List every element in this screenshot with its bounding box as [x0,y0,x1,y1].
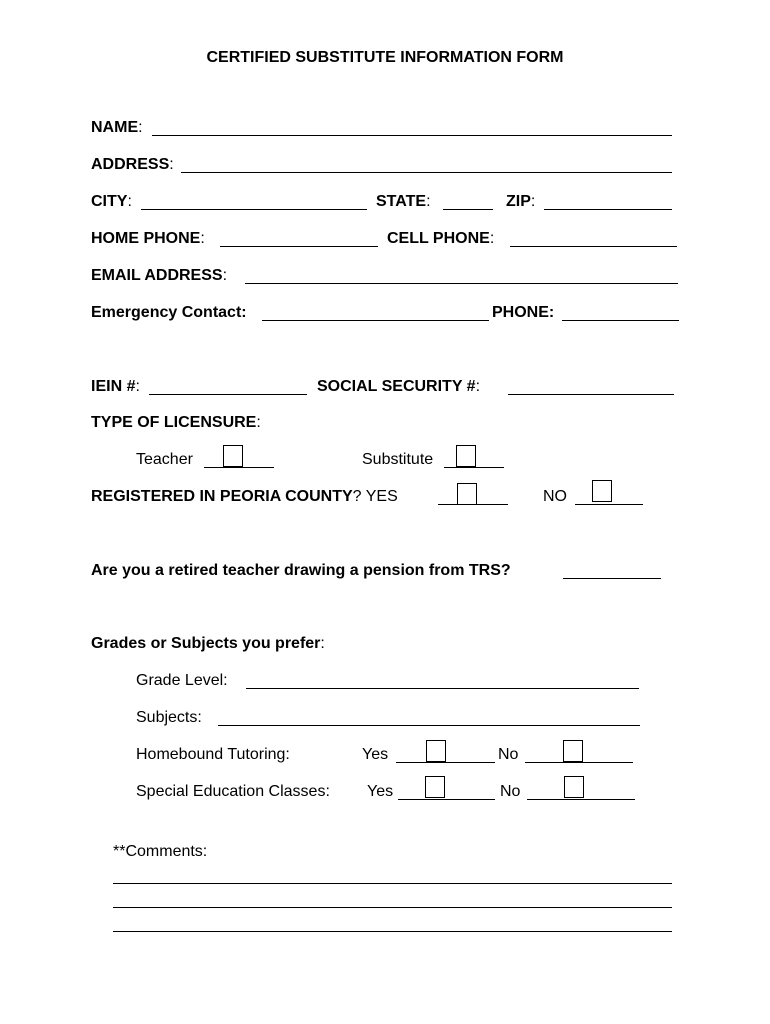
special-ed-yes-checkbox[interactable] [425,776,445,798]
city-label: CITY [91,193,128,210]
cell-phone-field[interactable] [510,246,677,247]
address-label-group: ADDRESS: [91,156,174,173]
teacher-line [204,467,274,468]
retired-field[interactable] [563,578,661,579]
emergency-phone-label: PHONE: [492,304,555,321]
registered-no-line [575,504,643,505]
homebound-no-checkbox[interactable] [563,740,583,762]
retired-question: Are you a retired teacher drawing a pension from TRS? [91,562,511,579]
licensure-label-group: TYPE OF LICENSURE: [91,414,261,431]
registered-no-checkbox[interactable] [592,480,612,502]
emergency-contact-label: Emergency Contact: [91,304,247,321]
state-field[interactable] [443,209,493,210]
cell-phone-label: CELL PHONE [387,230,490,247]
substitute-label: Substitute [362,451,434,468]
registered-yes-checkbox[interactable] [457,483,477,505]
homebound-yes-label: Yes [362,746,389,763]
registered-yes-label: YES [365,488,398,505]
registered-label-group: REGISTERED IN PEORIA COUNTY? YES [91,488,398,505]
email-label-group: EMAIL ADDRESS: [91,267,228,284]
home-phone-label: HOME PHONE [91,230,201,247]
name-label-group: NAME: [91,119,143,136]
grades-label-group: Grades or Subjects you prefer: [91,635,325,652]
teacher-label: Teacher [136,451,193,468]
emergency-phone-field[interactable] [562,320,679,321]
name-label: NAME [91,119,139,136]
email-label: EMAIL ADDRESS [91,267,223,284]
special-ed-label: Special Education Classes: [136,783,330,800]
address-label: ADDRESS [91,156,170,173]
ssn-field[interactable] [508,394,674,395]
address-field[interactable] [181,172,672,173]
name-field[interactable] [152,135,672,136]
subjects-label: Subjects: [136,709,202,726]
city-field[interactable] [141,209,367,210]
comments-line-1[interactable] [113,883,672,884]
special-ed-no-checkbox[interactable] [564,776,584,798]
state-label: STATE [376,193,427,210]
home-phone-field[interactable] [220,246,378,247]
subjects-field[interactable] [218,725,640,726]
homebound-no-line [525,762,633,763]
page-title: CERTIFIED SUBSTITUTE INFORMATION FORM [206,49,564,66]
registered-no-label: NO [543,488,567,505]
comments-line-3[interactable] [113,931,672,932]
special-ed-no-label: No [500,783,521,800]
grade-level-label: Grade Level: [136,672,228,689]
homebound-no-label: No [498,746,519,763]
ssn-label: SOCIAL SECURITY # [317,378,476,395]
comments-label: **Comments: [113,843,208,860]
state-label-group: STATE: [376,193,431,210]
iein-field[interactable] [149,394,307,395]
city-label-group: CITY: [91,193,132,210]
emergency-contact-field[interactable] [262,320,489,321]
substitute-line [444,467,504,468]
comments-line-2[interactable] [113,907,672,908]
grade-level-field[interactable] [246,688,639,689]
special-ed-yes-line [398,799,495,800]
homebound-label: Homebound Tutoring: [136,746,290,763]
substitute-checkbox[interactable] [456,445,476,467]
iein-label: IEIN # [91,378,136,395]
licensure-label: TYPE OF LICENSURE [91,414,257,431]
iein-label-group: IEIN #: [91,378,140,395]
registered-label: REGISTERED IN PEORIA COUNTY [91,488,353,505]
ssn-label-group: SOCIAL SECURITY #: [317,378,481,395]
email-field[interactable] [245,283,678,284]
home-phone-label-group: HOME PHONE: [91,230,205,247]
homebound-yes-checkbox[interactable] [426,740,446,762]
special-ed-no-line [527,799,635,800]
special-ed-yes-label: Yes [367,783,394,800]
zip-field[interactable] [544,209,672,210]
grades-label: Grades or Subjects you prefer [91,635,321,652]
homebound-yes-line [396,762,495,763]
zip-label: ZIP [506,193,531,210]
teacher-checkbox[interactable] [223,445,243,467]
zip-label-group: ZIP: [506,193,536,210]
cell-phone-label-group: CELL PHONE: [387,230,495,247]
